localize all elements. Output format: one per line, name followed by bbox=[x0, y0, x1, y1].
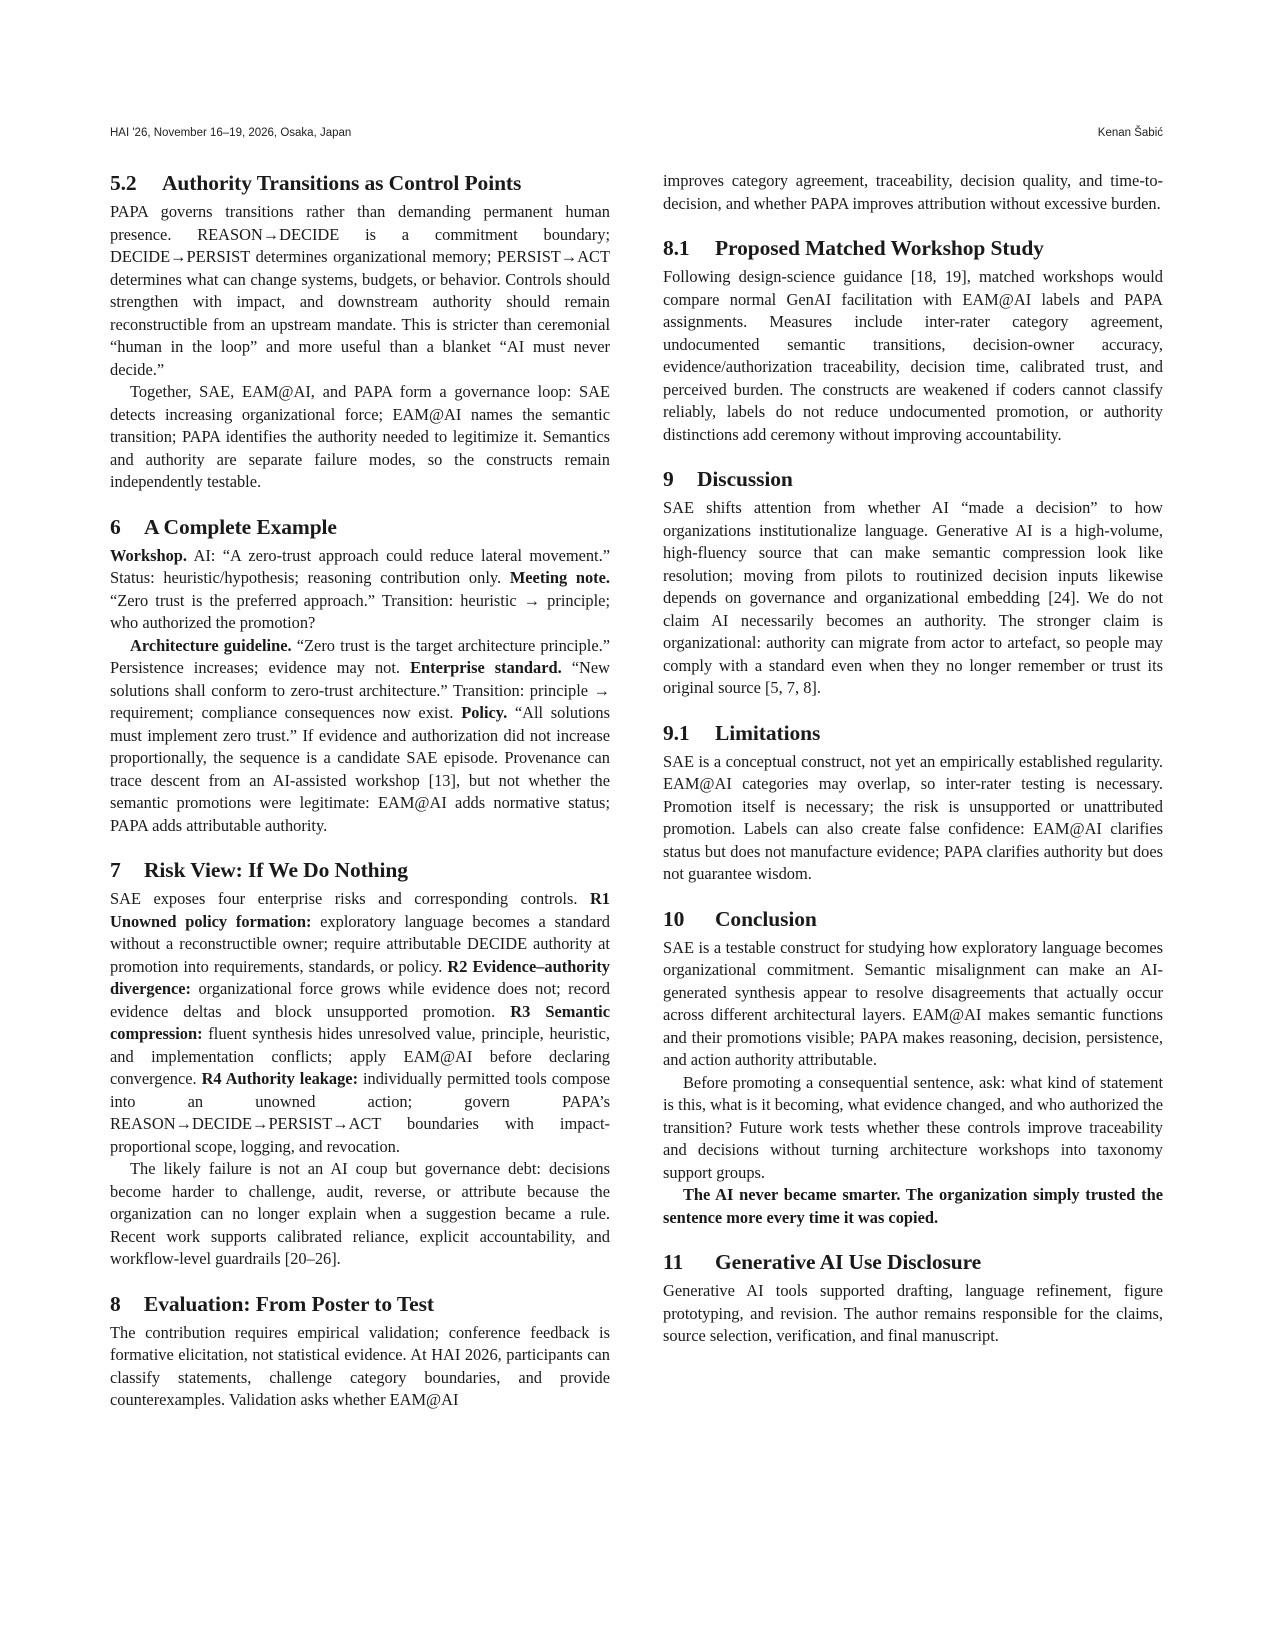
paragraph: SAE is a conceptual construct, not yet an empirically established regularity. EAM@AI categories may overlap, so inter-rater testing is necessary. Promotion itself is necessary; the risk is unsupported or unattributed promotion. Labels can also create false confidence: EAM@AI clarifies status but does not manufacture evidence; PAPA clarifies authority but does not guarantee wisdom. bbox=[663, 751, 1163, 883]
section-title: A Complete Example bbox=[144, 514, 337, 539]
section-11 bbox=[663, 1249, 1163, 1348]
section-number: 9.1 bbox=[663, 720, 690, 745]
section-9-1 bbox=[663, 720, 1163, 886]
section-8-1 bbox=[663, 235, 1163, 446]
text-run: “New solutions shall conform to zero-trust architecture.” Transition: principle → requirement; compliance consequences now exist. bbox=[110, 658, 611, 722]
section-8 bbox=[110, 1291, 610, 1412]
text-run: AI: “A zero-trust approach could reduce lateral movement.” Status: heuristic/hypothesis; reasoning contribution only. bbox=[110, 545, 610, 587]
text-run: SAE exposes four enterprise risks and corresponding controls. bbox=[110, 889, 590, 908]
paragraph: Generative AI tools supported drafting, language refinement, figure prototyping, and revision. The author remains responsible for the claims, source selection, verification, and final manuscript. bbox=[663, 1281, 1163, 1345]
section-title: Limitations bbox=[715, 720, 821, 745]
section-9 bbox=[663, 466, 1163, 700]
section-number: 8.1 bbox=[663, 236, 690, 260]
section-number: 6 bbox=[110, 514, 121, 539]
text-run: “Zero trust is the target architecture principle.” Persistence increases; evidence may not. bbox=[110, 635, 611, 677]
section-title: Proposed Matched Workshop Study bbox=[715, 236, 1044, 260]
paragraph: improves category agreement, traceability, decision quality, and time-to-decision, and whether PAPA improves attribution without excessive burden. bbox=[663, 171, 1163, 213]
section-heading bbox=[663, 235, 1163, 261]
paragraph: Following design-science guidance [18, 19], matched workshops would compare normal GenAI facilitation with EAM@AI labels and PAPA assignments. Measures include inter-rater category agreement, undocumented semantic transitions, decision-owner accuracy, evidence/authorization traceability, decision time, calibrated trust, and perceived burden. The constructs are weakened if coders cannot classify reliably, labels do not reduce undocumented promotion, or authority distinctions add ceremony without improving accountability. bbox=[663, 267, 1163, 444]
section-heading bbox=[663, 720, 1163, 746]
paragraph: Together, SAE, EAM@AI, and PAPA form a governance loop: SAE detects increasing organizational force; EAM@AI names the semantic transition; PAPA identifies the authority needed to legitimize it. Semantics and authority are separate failure modes, so the constructs remain independently testable. bbox=[110, 382, 610, 491]
run-in-heading: Meeting note. bbox=[509, 568, 610, 587]
section-heading bbox=[110, 1291, 610, 1317]
paragraph bbox=[110, 635, 610, 838]
paragraph: The contribution requires empirical validation; conference feedback is formative elicitation, not statistical evidence. At HAI 2026, participants can classify statements, challenge category boundaries, and provide counterexamples. Validation asks whether EAM@AI bbox=[110, 1322, 610, 1409]
section-7 bbox=[110, 857, 610, 1271]
section-heading bbox=[663, 1249, 1163, 1275]
section-heading bbox=[663, 466, 1163, 492]
text-run: exploratory language becomes a standard without a reconstructible owner; require attributable DECIDE authority at promotion into requirements, standards, or policy. bbox=[110, 911, 611, 976]
section-10 bbox=[663, 906, 1163, 1230]
section-heading bbox=[110, 170, 610, 196]
run-in-heading: Enterprise standard. bbox=[410, 658, 562, 677]
risk-label: R4 Authority leakage: bbox=[201, 1069, 359, 1088]
section-number: 5.2 bbox=[110, 171, 137, 195]
section-number: 11 bbox=[663, 1250, 684, 1274]
section-title: Evaluation: From Poster to Test bbox=[144, 1291, 434, 1316]
section-title: Risk View: If We Do Nothing bbox=[144, 858, 408, 882]
paragraph: Before promoting a consequential sentence, ask: what kind of statement is this, what is it becoming, what evidence changed, and who authorized the transition? Future work tests whether these controls improve traceability and decisions without turning architecture workshops into taxonomy support groups. bbox=[663, 1072, 1163, 1182]
section-number: 9 bbox=[663, 467, 674, 491]
section-number: 10 bbox=[663, 906, 685, 931]
right-column bbox=[663, 170, 1163, 1368]
section-title: Discussion bbox=[697, 467, 793, 491]
header-author: Kenan Šabić bbox=[1097, 127, 1163, 139]
paragraph: PAPA governs transitions rather than demanding permanent human presence. REASON→DECIDE is a commitment boundary; DECIDE→PERSIST determines organizational memory; PERSIST→ACT determines what can change systems, budgets, or behavior. Controls should strengthen with impact, and downstream authority should remain reconstructible from an upstream mandate. This is stricter than ceremonial “human in the loop” and more useful than a blanket “AI must never decide.” bbox=[110, 202, 610, 379]
text-run: individually permitted tools compose into an unowned action; govern PAPA’s REASON→DECIDE→PERSIST→ACT boundaries with impact-proportional scope, logging, and revocation. bbox=[110, 1069, 610, 1156]
paragraph: SAE shifts attention from whether AI “made a decision” to how organizations institutionalize language. Generative AI is a high-volume, high-fluency source that can make semantic compression look like resolution; moving from pilots to routinized decision inputs likewise depends on governance and organizational embedding [24]. We do not claim AI necessarily becomes an authority. The stronger claim is organizational: authority can migrate from actor to artefact, so people may comply with a standard even when they no longer remember or trust its original source [5, 7, 8]. bbox=[663, 498, 1163, 697]
closing-statement: The AI never became smarter. The organization simply trusted the sentence more every time it was copied. bbox=[663, 1185, 1163, 1227]
risk-label: R2 Evidence–authority divergence: bbox=[110, 956, 610, 998]
section-number: 8 bbox=[110, 1291, 121, 1316]
section-6 bbox=[110, 514, 610, 838]
paragraph: SAE is a testable construct for studying how exploratory language becomes organizational commitment. Semantic misalignment can make an AI-generated synthesis appear to resolve disagreements that actually occur across different architectural layers. EAM@AI makes semantic functions and their promotions visible; PAPA makes reasoning, decision, persistence, and action authority attributable. bbox=[663, 937, 1163, 1069]
paragraph: The likely failure is not an AI coup but governance debt: decisions become harder to challenge, audit, reverse, or attribute because the organization can no longer explain when a suggestion became a rule. Recent work supports calibrated reliance, explicit accountability, and workflow-level guardrails [20–26]. bbox=[110, 1159, 610, 1268]
text-run: organizational force grows while evidence does not; record evidence deltas and block unsupported promotion. bbox=[110, 979, 610, 1021]
section-8-continued bbox=[663, 170, 1163, 215]
text-run: “Zero trust is the preferred approach.” Transition: heuristic → principle; who authorized the promotion? bbox=[110, 590, 610, 632]
section-heading bbox=[663, 906, 1163, 932]
section-heading bbox=[110, 514, 610, 540]
header-venue: HAI '26, November 16–19, 2026, Osaka, Japan bbox=[110, 127, 352, 139]
risk-label: R3 Semantic compression: bbox=[110, 1001, 610, 1043]
text-run: “All solutions must implement zero trust.” If evidence and authorization did not increase proportionally, the sequence is a candidate SAE episode. Provenance can trace descent from an AI-assisted workshop [13], but not whether the semantic promotions were legitimate: EAM@AI adds normative status; PAPA adds attributable authority. bbox=[110, 703, 610, 835]
section-title: Authority Transitions as Control Points bbox=[162, 171, 522, 195]
paragraph bbox=[110, 888, 610, 1158]
section-5-2 bbox=[110, 170, 610, 494]
text-run: fluent synthesis hides unresolved value, principle, heuristic, and implementation conflicts; apply EAM@AI before declaring convergence. bbox=[110, 1024, 610, 1088]
risk-label: R1 Unowned policy formation: bbox=[110, 889, 610, 931]
run-in-heading: Policy. bbox=[461, 703, 508, 722]
section-number: 7 bbox=[110, 858, 121, 882]
left-column bbox=[110, 170, 610, 1432]
section-title: Generative AI Use Disclosure bbox=[715, 1250, 982, 1274]
section-heading bbox=[110, 857, 610, 883]
section-title: Conclusion bbox=[715, 906, 817, 931]
run-in-heading: Architecture guideline. bbox=[130, 635, 292, 655]
paragraph bbox=[110, 545, 610, 635]
run-in-heading: Workshop. bbox=[110, 545, 187, 565]
